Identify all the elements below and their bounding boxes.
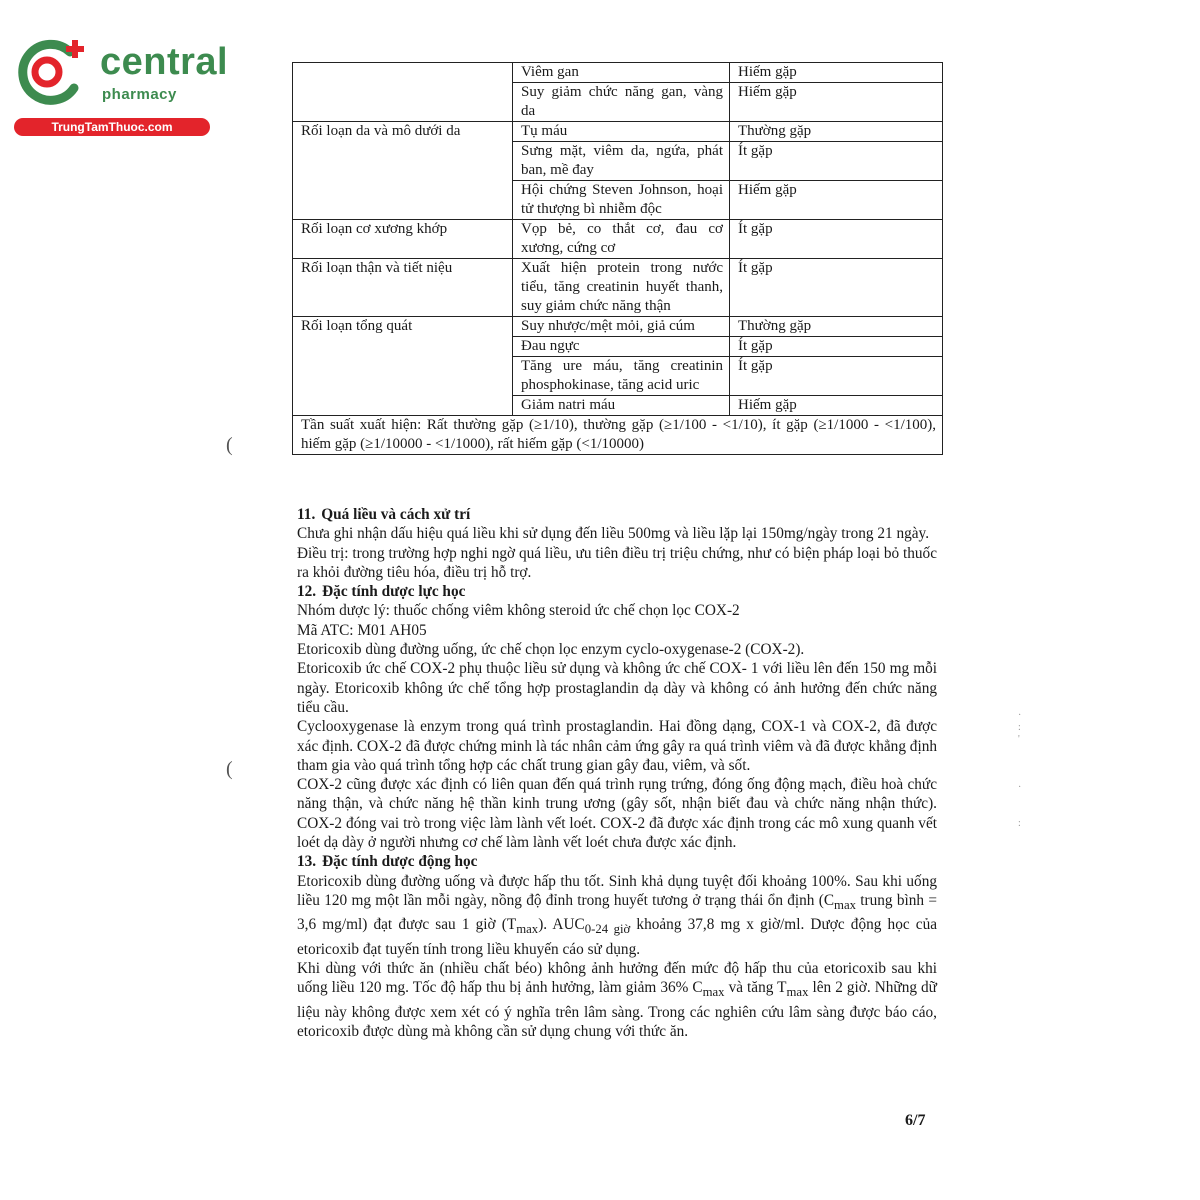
table-cell-frequency: Hiếm gặp: [730, 83, 943, 122]
table-cell-frequency: Hiếm gặp: [730, 63, 943, 83]
scan-specks: · : ' · :: [1018, 710, 1022, 829]
text-run: ). AUC: [538, 916, 585, 934]
brand-name: central: [100, 41, 229, 83]
text-run: Khi dùng với thức ăn (nhiều chất béo) không ảnh hưởng đến mức độ hấp thu của etoricoxib sau khi uống liều 120 mg. Tốc độ hấp thu bị ảnh hưởng, làm giảm 36% C: [297, 959, 937, 997]
table-cell-effect: Tụ máu: [513, 122, 730, 142]
table-cell-group: Rối loạn da và mô dưới da: [293, 122, 513, 220]
section-number: 13.: [297, 853, 317, 871]
section-title: Quá liều và cách xử trí: [321, 506, 471, 523]
table-cell-effect: Vọp bẻ, co thắt cơ, đau cơ xương, cứng cơ: [513, 220, 730, 259]
text-run: Etoricoxib dùng đường uống và được hấp thu tốt. Sinh khả dụng tuyệt đối khoảng 100%. Sau khi uống liều 120 mg một lần mỗi ngày, nồng độ đỉnh trong huyết tương ở trạng thái ổn định (C: [297, 872, 937, 909]
paragraph: Mã ATC: M01 AH05: [297, 621, 427, 639]
section-11-heading: [297, 505, 937, 524]
subscript: 0-24 giờ: [584, 922, 631, 937]
table-row: [293, 220, 943, 259]
paragraph: Điều trị: trong trường hợp nghi ngờ quá liều, ưu tiên điều trị triệu chứng, như có biện pháp loại bỏ thuốc ra khỏi đường tiêu hóa, điều trị hỗ trợ.: [297, 544, 937, 581]
brand-subtitle: pharmacy: [102, 86, 177, 103]
subscript: max: [786, 985, 809, 1000]
table-row: [293, 259, 943, 317]
table-footnote-row: [293, 416, 943, 455]
page-number: 6/7: [905, 1112, 926, 1129]
table-cell-group: Rối loạn cơ xương khớp: [293, 220, 513, 259]
side-effects-table-body: [293, 63, 943, 455]
section-12-heading: [297, 582, 937, 601]
table-cell-effect: Viêm gan: [513, 63, 730, 83]
section-title: Đặc tính dược động học: [322, 853, 478, 871]
table-cell-effect: Suy nhược/mệt mỏi, giả cúm: [513, 317, 730, 337]
table-cell-effect: Hội chứng Steven Johnson, hoại tử thượng bì nhiễm độc: [513, 181, 730, 220]
subscript: max: [702, 985, 725, 1000]
section-title: Đặc tính dược lực học: [322, 583, 466, 601]
paragraph: Etoricoxib dùng đường uống, ức chế chọn lọc enzym cyclo-oxygenase-2 (COX-2).: [297, 641, 805, 659]
table-row: [293, 122, 943, 142]
table-cell-frequency: Thường gặp: [730, 122, 943, 142]
table-row: [293, 317, 943, 337]
brand-url: TrungTamThuoc.com: [14, 118, 210, 136]
scan-mark: (: [226, 434, 233, 456]
section-number: 11.: [297, 506, 316, 523]
table-cell-frequency: Ít gặp: [730, 142, 943, 181]
subscript: max: [834, 897, 856, 912]
table-cell-frequency: Ít gặp: [730, 220, 943, 259]
brand-logo: [12, 38, 229, 138]
table-cell-effect: Giảm natri máu: [513, 396, 730, 416]
section-number: 12.: [297, 583, 317, 601]
section-13-heading: [297, 852, 937, 871]
paragraph: Cyclooxygenase là enzym trong quá trình prostaglandin. Hai đồng dạng, COX-1 và COX-2, đã được xác định. COX-2 đã được chứng minh là tác nhân cảm ứng gây ra quá trình viêm và đã được khẳng định tham gia vào quá trình tổng hợp các chất trung gian gây đau, viêm, và sốt.: [297, 718, 937, 774]
table-cell-frequency: Ít gặp: [730, 337, 943, 357]
scan-mark: (: [226, 758, 233, 780]
table-cell-effect: Xuất hiện protein trong nước tiểu, tăng creatinin huyết thanh, suy giảm chức năng thận: [513, 259, 730, 317]
subscript: max: [516, 922, 539, 937]
document-body: [297, 505, 937, 1041]
frequency-footnote: Tần suất xuất hiện: Rất thường gặp (≥1/10), thường gặp (≥1/100 - <1/10), ít gặp (≥1/1000 - <1/100), hiếm gặp (≥1/10000 - <1/1000), rất hiếm gặp (<1/10000): [293, 416, 943, 455]
text-run: và tăng T: [724, 979, 787, 997]
paragraph: Etoricoxib ức chế COX-2 phụ thuộc liều sử dụng và không ức chế COX- 1 với liều lên đến 150 mg mỗi ngày. Etoricoxib không ức chế tổng hợp prostaglandin dạ dày và không có ảnh hưởng đến chức năng tiểu cầu.: [297, 660, 937, 716]
table-cell-effect: Tăng ure máu, tăng creatinin phosphokinase, tăng acid uric: [513, 357, 730, 396]
paragraph: Nhóm dược lý: thuốc chống viêm không steroid ức chế chọn lọc COX-2: [297, 602, 740, 620]
central-pharmacy-logo-icon: [12, 38, 90, 108]
table-cell-effect: Sưng mặt, viêm da, ngứa, phát ban, mề đay: [513, 142, 730, 181]
table-cell-frequency: Thường gặp: [730, 317, 943, 337]
table-cell-frequency: Ít gặp: [730, 259, 943, 317]
table-cell-frequency: Hiếm gặp: [730, 181, 943, 220]
text-run: trung bình = 3,6 mg/ml) đạt được sau 1 giờ (T: [297, 891, 937, 934]
table-cell-group: Rối loạn thận và tiết niệu: [293, 259, 513, 317]
table-cell-frequency: Ít gặp: [730, 357, 943, 396]
table-cell-group: [293, 63, 513, 122]
text-run: lên 2 giờ. Những dữ liệu này không được xem xét có ý nghĩa trên lâm sàng. Trong các nghiên cứu lâm sàng được báo cáo, etoricoxib được dùng mà không cần sử dụng chung với thức ăn.: [297, 979, 937, 1040]
paragraph: [297, 872, 937, 959]
table-cell-effect: Đau ngực: [513, 337, 730, 357]
table-cell-effect: Suy giảm chức năng gan, vàng da: [513, 83, 730, 122]
table-cell-frequency: Hiếm gặp: [730, 396, 943, 416]
side-effects-table: [292, 62, 943, 455]
paragraph: [297, 959, 937, 1041]
paragraph: COX-2 cũng được xác định có liên quan đến quá trình rụng trứng, đóng ống động mạch, điều hoà chức năng thận, và chức năng hệ thần kinh trung ương (gây sốt, nhận biết đau và chức năng nhận thức). COX-2 đóng vai trò trong việc làm lành vết loét. COX-2 đã được xác định trong các mô xung quanh vết loét dạ dày ở người nhưng cơ chế làm lành vết loét chưa được xác định.: [297, 776, 937, 852]
paragraph: Chưa ghi nhận dấu hiệu quá liều khi sử dụng đến liều 500mg và liều lặp lại 150mg/ngày trong 21 ngày.: [297, 525, 930, 543]
table-cell-group: Rối loạn tổng quát: [293, 317, 513, 416]
text-run: khoảng 37,8 mg x giờ/ml. Dược động học của etoricoxib đạt tuyến tính trong liều khuyến cáo sử dụng.: [297, 916, 938, 958]
table-row: [293, 63, 943, 83]
